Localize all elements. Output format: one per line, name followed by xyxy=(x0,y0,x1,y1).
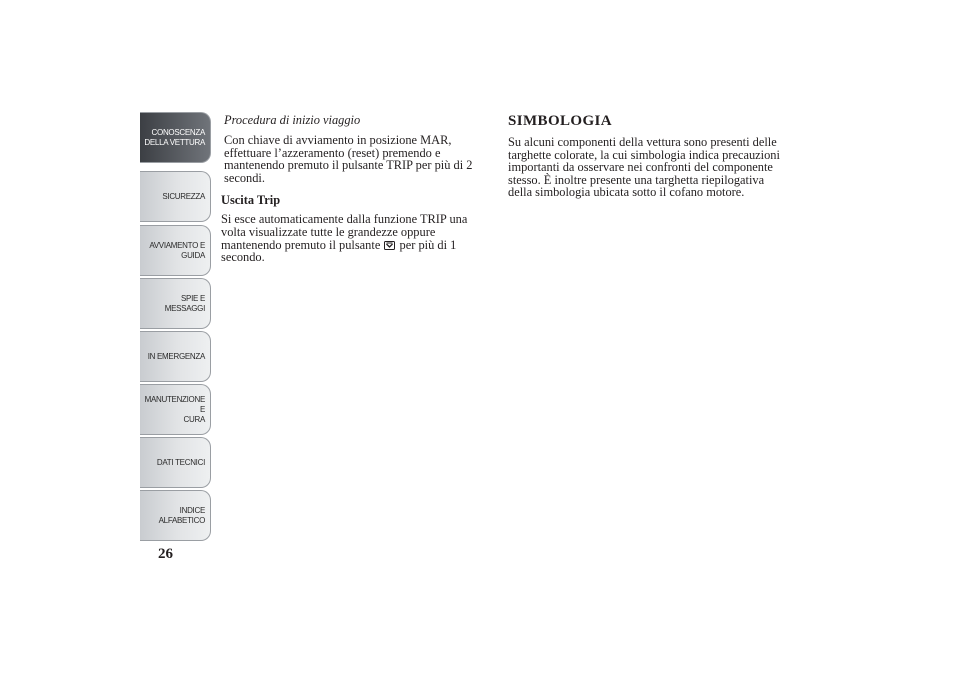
trip-exit-paragraph xyxy=(221,213,491,263)
section-title-simbologia: SIMBOLOGIA xyxy=(508,113,613,129)
left-column xyxy=(221,113,491,264)
trip-button-icon xyxy=(384,241,395,250)
simbologia-paragraph: Su alcuni componenti della vettura sono presenti delle targhette colorate, la cui simbologia indica precauzioni importanti da osservare nei confronti del componente stesso. È inoltre presente una targhetta riepilogativa della simbologia ubicata sotto il cofano motore. xyxy=(508,135,780,200)
tab-indice-alfabetico[interactable]: INDICE ALFABETICO xyxy=(140,490,211,541)
tab-conoscenza-della-vettura[interactable]: CONOSCENZA DELLA VETTURA xyxy=(140,112,211,163)
tab-avviamento-e-guida[interactable]: AVVIAMENTO E GUIDA xyxy=(140,225,211,276)
procedure-heading: Procedura di inizio viaggio xyxy=(224,113,361,127)
trip-exit-subheading: Uscita Trip xyxy=(221,193,281,208)
tab-in-emergenza[interactable]: IN EMERGENZA xyxy=(140,331,211,382)
tab-spie-e-messaggi[interactable]: SPIE E MESSAGGI xyxy=(140,278,211,329)
trip-exit-text-after: per più di 1 secondo. xyxy=(221,237,457,265)
tab-sicurezza[interactable]: SICUREZZA xyxy=(140,171,211,222)
right-column xyxy=(508,113,780,199)
trip-exit-text-before: Si esce automaticamente dalla funzione TRIP una volta visualizzate tutte le grandezze oppure mantenendo premuto il pulsante xyxy=(221,212,468,252)
procedure-paragraph: Con chiave di avviamento in posizione MAR, effettuare l’azzeramento (reset) premendo e mantenendo premuto il pulsante TRIP per più di 2 secondi. xyxy=(224,133,473,185)
page-number: 26 xyxy=(158,546,173,562)
tab-manutenzione-e-cura[interactable]: MANUTENZIONE E CURA xyxy=(140,384,211,435)
tab-dati-tecnici[interactable]: DATI TECNICI xyxy=(140,437,211,488)
